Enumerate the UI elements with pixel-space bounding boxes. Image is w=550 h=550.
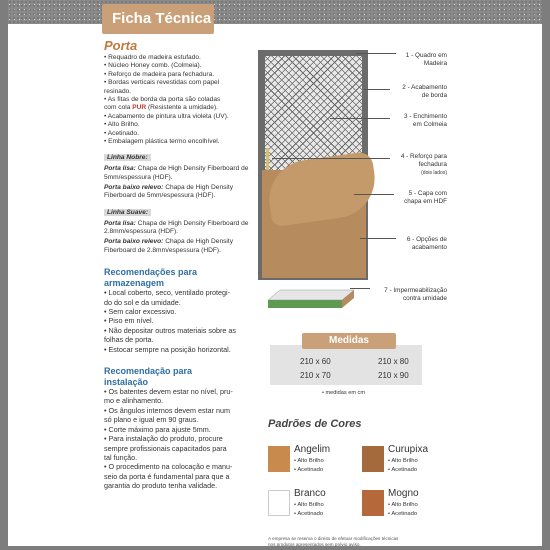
armazenagem-item: folhas de porta. [104,335,154,345]
measure-value: 210 x 80 [378,357,409,366]
linha-suave-label: Linha Suave: [104,209,151,216]
nobre-relevo-text: Chapa de High Density Fiberboard de 5mm/espessura (HDF). [104,183,234,200]
armazenagem-heading-2: armazenagem [104,277,165,288]
granite-border-right [542,0,550,550]
pur-highlight: PUR [132,104,147,112]
nobre-relevo-spec [104,184,256,201]
leader-line [360,238,396,239]
porta-heading: Porta [104,38,138,53]
medidas-tab [302,333,396,349]
color-name: Branco [294,488,326,499]
leader-line [356,53,396,54]
armazenagem-item: • Local coberto, seco, ventilado protegi- [104,288,230,298]
lock-reinforcement-illustration [266,148,269,170]
leader-line [364,89,390,90]
diagram-label-3: 3 - Enchimento em Colmeia [404,113,447,128]
measure-value: 210 x 90 [378,371,409,380]
porta-bullet: • Acabamento de pintura ultra violeta (UV). [104,112,229,120]
porta-bullet: • Embalagem plástica termo encolhível. [104,138,220,146]
color-finish: • Alto Brilho [294,458,324,464]
pur-prefix: com cola [104,104,133,112]
instalacao-item: só plano e igual em 90 graus. [104,415,199,425]
medidas-note: • medidas em cm [322,390,365,396]
armazenagem-item: do do sol e da umidade. [104,297,181,307]
armazenagem-item: • Sem calor excessivo. [104,307,177,317]
moisture-board-illustration [268,288,354,310]
instalacao-item: • Para instalação do produto, procure [104,434,223,444]
instalacao-item: • Os batentes devem estar no nível, pru- [104,387,233,397]
instalacao-item: tal função. [104,452,138,462]
porta-bullet: • Acetinado. [104,129,139,137]
color-finish: • Alto Brilho [388,502,418,508]
armazenagem-item: • Não depositar outros materiais sobre as [104,325,236,335]
page-title: Ficha Técnica [112,10,212,27]
instalacao-item: • Corte máximo para ajuste 5mm. [104,424,211,434]
measure-value: 210 x 70 [300,371,331,380]
color-name: Angelim [294,444,331,455]
suave-relevo-label: Porta baixo relevo: [104,238,164,246]
color-finish: • Acetinado [388,511,418,517]
color-name: Mogno [388,488,419,499]
nobre-relevo-label: Porta baixo relevo: [104,183,164,191]
diagram-label-4: 4 - Reforço para fechadura (dois lados) [400,153,447,176]
color-finish: • Alto Brilho [388,458,418,464]
color-name: Curupixa [388,444,429,455]
pur-suffix: (Resistente a umidade). [146,104,218,112]
instalacao-item: • O procedimento na colocação e manu- [104,462,233,472]
diagram-label-6: 6 - Opções de acabamento [406,236,447,251]
porta-bullet: • Núcleo Honey comb. (Colmeia). [104,62,202,70]
suave-relevo-text: Chapa de High Density Fiberboard de 2.8mm/espessura (HDF). [104,238,234,254]
leader-line [272,158,390,159]
instalacao-heading-2: instalação [104,376,149,387]
left-column [104,38,256,491]
porta-bullet-pur [104,104,256,112]
suave-lisa-spec [104,220,256,237]
page-title-tab [102,4,214,34]
disclaimer: A empresa se reserva o direito de efetuar modificações técnicas nos produtos apresentados sem prévio aviso. [268,536,399,547]
diagram-label-7: 7 - Impermeabilização contra umidade [384,287,447,302]
porta-bullet: • Reforço de madeira para fechadura. [104,70,215,78]
porta-bullet: • Alto Brilho. [104,121,140,129]
instalacao-item: mo e alinhamento. [104,396,164,406]
color-swatch-curupixa [362,446,384,472]
nobre-lisa-label: Porta lisa: [104,165,136,173]
porta-bullet: • As fitas de borda da porta são coladas [104,96,221,104]
leader-line [354,194,394,195]
color-finish: • Alto Brilho [294,502,324,508]
color-finish: • Acetinado [294,511,324,517]
suave-relevo-spec [104,238,256,255]
measure-value: 210 x 60 [300,357,331,366]
instalacao-item: • Os ângulos internos devem estar num [104,405,230,415]
armazenagem-item: • Estocar sempre na posição horizontal. [104,344,231,354]
granite-border-left [0,0,8,550]
porta-bullet: • Requadro de madeira estufado. [104,54,201,61]
instalacao-item: seio da porta é fundamental para que a [104,471,230,481]
suave-lisa-text: Chapa de High Density Fiberboard de 2.8mm/espessura (HDF). [104,219,249,236]
armazenagem-item: • Piso em nível. [104,316,154,326]
color-swatch-angelim [268,446,290,472]
instalacao-item: garantia do produto tenha validade. [104,481,218,491]
medidas-title: Medidas [328,335,369,346]
suave-lisa-label: Porta lisa: [104,219,136,227]
porta-bullet: resinado. [104,87,132,95]
color-finish: • Acetinado [388,467,418,473]
diagram-label-5: 5 - Capa com chapa em HDF [404,190,447,205]
porta-bullet: • Bordas verticais revestidas com papel [104,79,220,87]
color-finish: • Acetinado [294,467,324,473]
leader-line [350,288,370,289]
instalacao-item: sempre profissionais capacitados para [104,443,227,453]
leader-line [330,118,390,119]
linha-nobre-label: Linha Nobre: [104,154,151,161]
color-swatch-mogno [362,490,384,516]
nobre-lisa-spec [104,165,256,182]
color-swatch-branco [268,490,290,516]
nobre-lisa-text: Chapa de High Density Fiberboard de 5mm/espessura (HDF). [104,165,249,182]
armazenagem-heading-1: Recomendações para [104,267,198,278]
diagram-label-2: 2 - Acabamento de borda [402,84,447,99]
diagram-label-1: 1 - Quadro em Madeira [405,52,447,67]
instalacao-heading-1: Recomendação para [104,366,193,377]
cores-heading: Padrões de Cores [268,418,362,430]
